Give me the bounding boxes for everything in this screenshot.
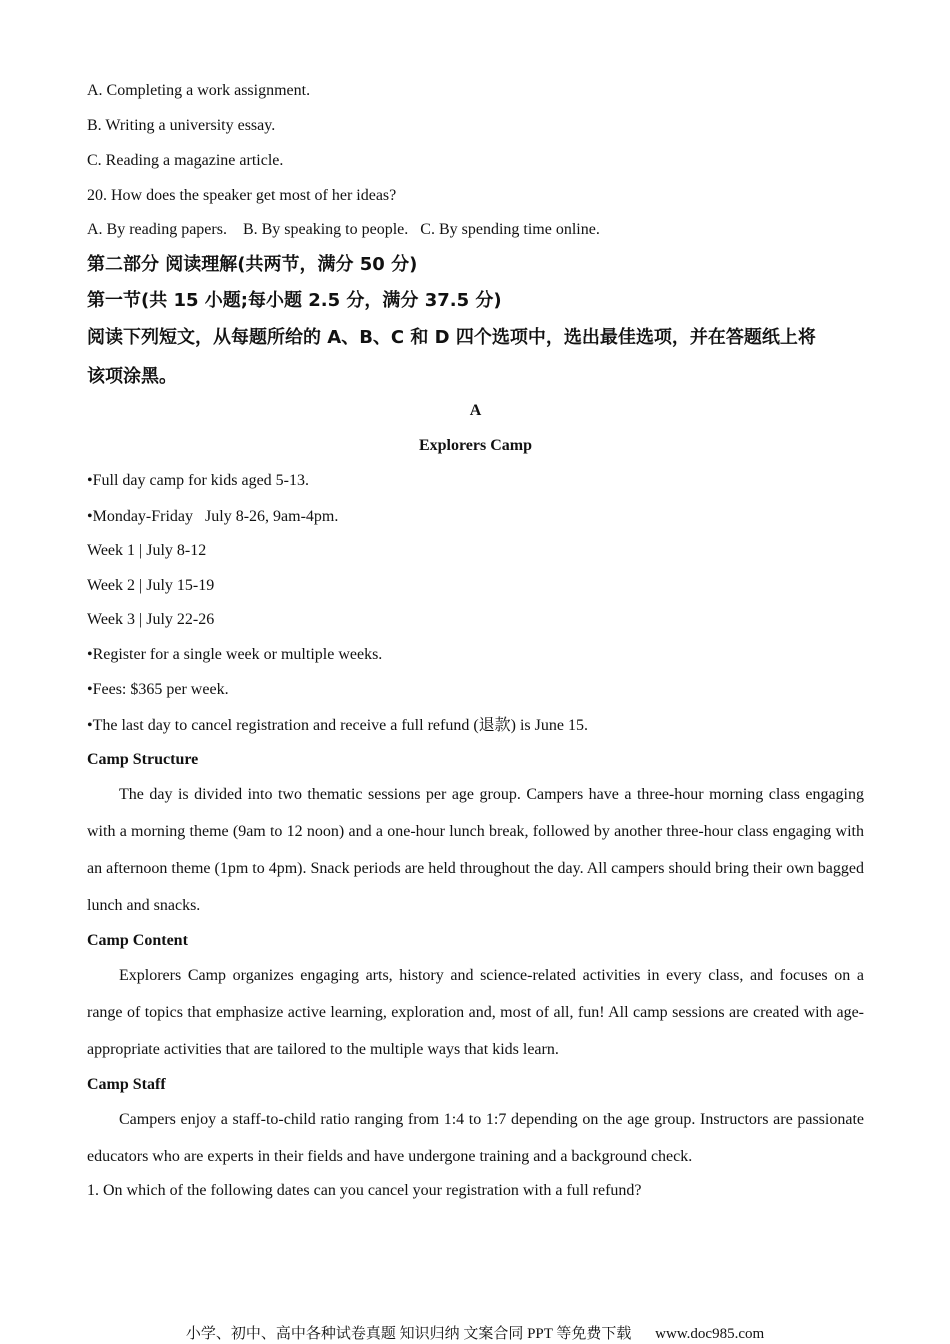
instruction-line-2: 该项涂黑。 (87, 366, 177, 387)
instruction-line-1: 阅读下列短文，从每题所给的 A、B、C 和 D 四个选项中，选出最佳选项，并在答题纸上将 (87, 327, 816, 348)
q20-options: A. By reading papers. B. By speaking to people. C. By spending time online. (87, 221, 600, 238)
question-1: 1. On which of the following dates can you cancel your registration with a full refund? (87, 1182, 642, 1199)
bullet-refund: •The last day to cancel registration and receive a full refund (退款) is June 15. (87, 717, 588, 734)
q20-question: 20. How does the speaker get most of her ideas? (87, 187, 397, 204)
part2-heading: 第二部分 阅读理解(共两节，满分 50 分) (87, 254, 418, 275)
week-1: Week 1 | July 8-12 (87, 542, 207, 559)
week-3: Week 3 | July 22-26 (87, 611, 215, 628)
staff-paragraph: Campers enjoy a staff-to-child ratio ranging from 1:4 to 1:7 depending on the age group. Instructors are passionate educators who are experts in their fields and have undergone training and a background check. (87, 1111, 864, 1165)
q19-option-a: A. Completing a work assignment. (87, 82, 311, 99)
bullet-register: •Register for a single week or multiple weeks. (87, 646, 383, 663)
staff-heading: Camp Staff (87, 1076, 166, 1093)
q19-option-c: C. Reading a magazine article. (87, 152, 284, 169)
footer (0, 1324, 950, 1344)
bullet-fees: •Fees: $365 per week. (87, 681, 229, 698)
footer-text: 小学、初中、高中各种试卷真题 知识归纳 文案合同 PPT 等免费下载 (185, 1326, 632, 1342)
week-2: Week 2 | July 15-19 (87, 577, 215, 594)
passage-letter: A (469, 402, 482, 419)
section1-heading: 第一节(共 15 小题;每小题 2.5 分，满分 37.5 分) (87, 290, 502, 311)
footer-link[interactable]: www.doc985.com (655, 1326, 765, 1342)
content-heading: Camp Content (87, 932, 188, 949)
structure-heading: Camp Structure (87, 751, 199, 768)
passage-title: Explorers Camp (418, 437, 533, 454)
bullet-age: •Full day camp for kids aged 5-13. (87, 472, 309, 489)
content-paragraph: Explorers Camp organizes engaging arts, history and science-related activities in every class, and focuses on a range of topics that emphasize active learning, exploration and, most of all, fun! All camp sessions are created with age-appropriate activities that are tailored to the multiple ways that kids learn. (87, 967, 864, 1058)
structure-paragraph: The day is divided into two thematic sessions per age group. Campers have a three-hour morning class engaging with a morning theme (9am to 12 noon) and a one-hour lunch break, followed by another three-hour class engaging with an afternoon theme (1pm to 4pm). Snack periods are held throughout the day. All campers should bring their own bagged lunch and snacks. (87, 786, 864, 914)
q19-option-b: B. Writing a university essay. (87, 117, 276, 134)
bullet-schedule: •Monday-Friday July 8-26, 9am-4pm. (87, 508, 339, 525)
